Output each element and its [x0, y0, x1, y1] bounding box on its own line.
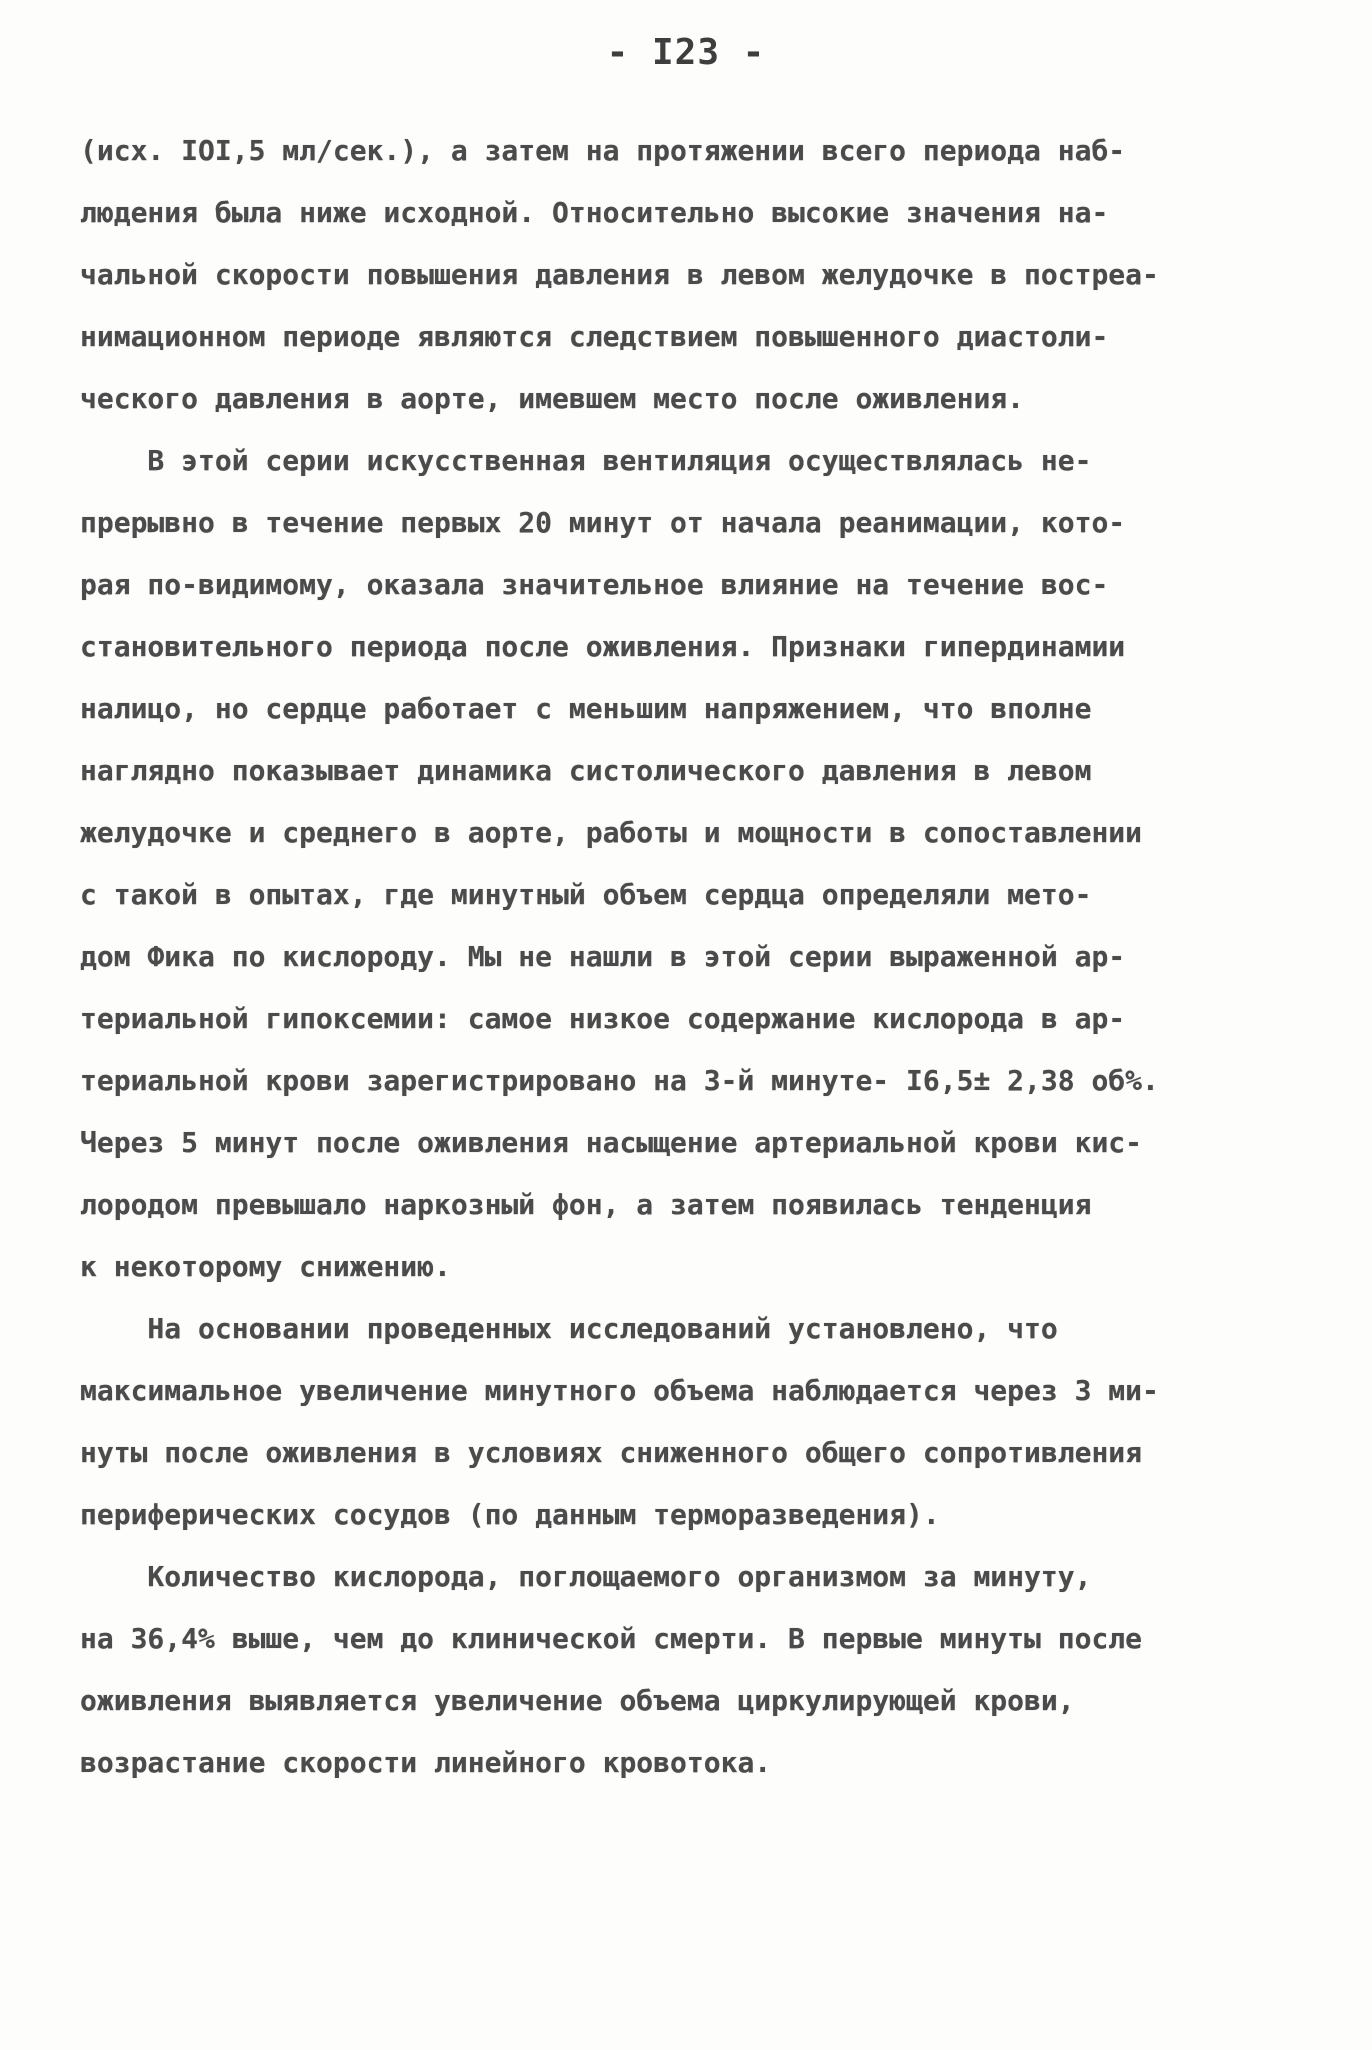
- text-line: В этой серии искусственная вентиляция осуществлялась не-: [80, 444, 1092, 477]
- text-line: лородом превышало наркозный фон, а затем появилась тенденция: [80, 1188, 1092, 1221]
- text-line: оживления выявляется увеличение объема циркулирующей крови,: [80, 1684, 1075, 1717]
- text-line: людения была ниже исходной. Относительно высокие значения на-: [80, 196, 1109, 229]
- text-line: на 36,4% выше, чем до клинической смерти. В первые минуты после: [80, 1622, 1143, 1655]
- text-line: териальной крови зарегистрировано на 3-й минуте- I6,5± 2,38 об%.: [80, 1064, 1159, 1097]
- text-line: периферических сосудов (по данным терморазведения).: [80, 1498, 940, 1531]
- text-line: к некоторому снижению.: [80, 1250, 451, 1283]
- text-line: нуты после оживления в условиях сниженного общего сопротивления: [80, 1436, 1143, 1469]
- text-line: становительного периода после оживления. Признаки гипердинамии: [80, 630, 1126, 663]
- text-line: Количество кислорода, поглощаемого организмом за минуту,: [80, 1560, 1092, 1593]
- text-line: прерывно в течение первых 20 минут от начала реанимации, кото-: [80, 506, 1126, 539]
- text-line: с такой в опытах, где минутный объем сердца определяли мето-: [80, 878, 1092, 911]
- text-line: желудочке и среднего в аорте, работы и мощности в сопоставлении: [80, 816, 1143, 849]
- text-line: рая по-видимому, оказала значительное влияние на течение вос-: [80, 568, 1109, 601]
- text-line: ческого давления в аорте, имевшем место после оживления.: [80, 382, 1025, 415]
- page-number: - I23 -: [606, 32, 766, 73]
- text-line: На основании проведенных исследований установлено, что: [80, 1312, 1058, 1345]
- text-line: налицо, но сердце работает с меньшим напряжением, что вполне: [80, 692, 1092, 725]
- text-line: максимальное увеличение минутного объема наблюдается через 3 ми-: [80, 1374, 1159, 1407]
- body-text: [80, 120, 1300, 1794]
- text-line: чальной скорости повышения давления в левом желудочке в постреа-: [80, 258, 1159, 291]
- text-line: Через 5 минут после оживления насыщение артериальной крови кис-: [80, 1126, 1143, 1159]
- text-line: наглядно показывает динамика систолического давления в левом: [80, 754, 1092, 787]
- text-line: (исх. IOI,5 мл/сек.), а затем на протяжении всего периода наб-: [80, 134, 1126, 167]
- text-line: дом Фика по кислороду. Мы не нашли в этой серии выраженной ар-: [80, 940, 1126, 973]
- text-line: нимационном периоде являются следствием повышенного диастоли-: [80, 320, 1109, 353]
- text-line: возрастание скорости линейного кровотока.: [80, 1746, 772, 1779]
- text-line: териальной гипоксемии: самое низкое содержание кислорода в ар-: [80, 1002, 1126, 1035]
